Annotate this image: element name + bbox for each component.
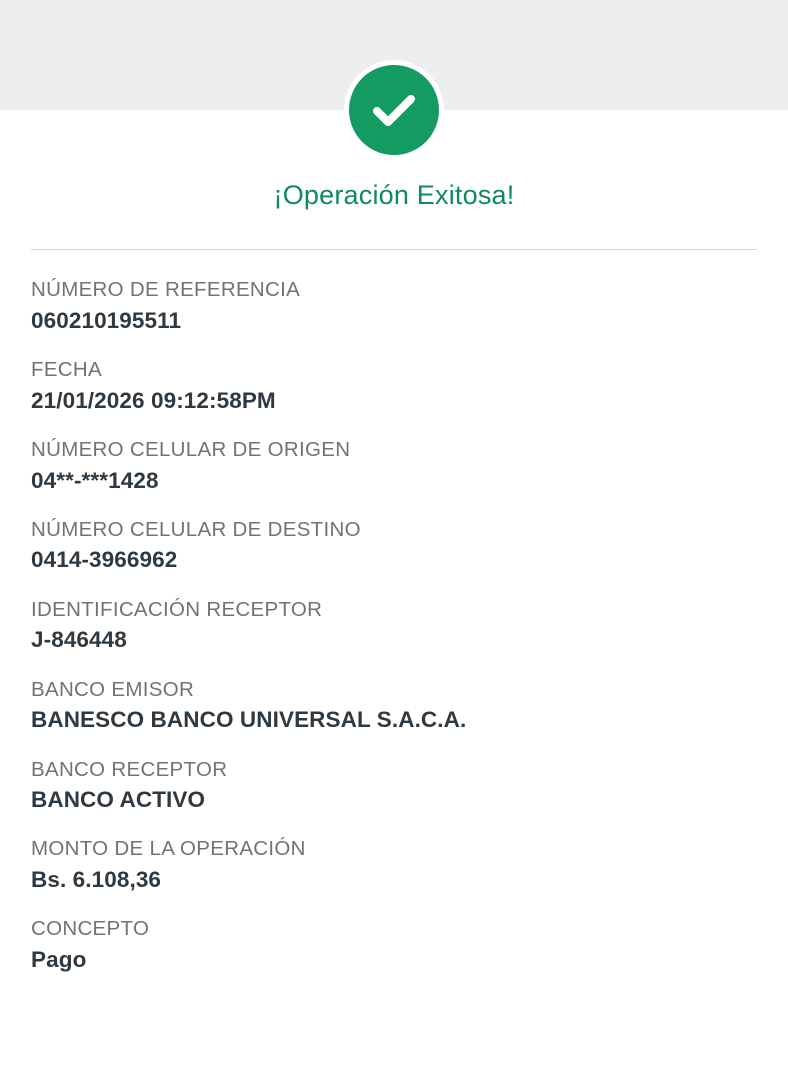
field-label: NÚMERO CELULAR DE DESTINO (31, 517, 361, 541)
field-value: 21/01/2026 09:12:58PM (31, 387, 276, 413)
field-receiver-id (31, 596, 757, 655)
field-label: CONCEPTO (31, 917, 150, 941)
field-value: BANCO ACTIVO (31, 787, 206, 813)
page-title: ¡Operación Exitosa! (273, 180, 515, 210)
field-label: NÚMERO DE REFERENCIA (31, 278, 301, 301)
field-origin-phone (31, 436, 757, 495)
field-reference-number (31, 276, 757, 335)
field-label: MONTO DE LA OPERACIÓN (31, 837, 306, 861)
receipt-fields (0, 276, 788, 974)
field-value: J-846448 (31, 627, 127, 653)
field-concept (31, 915, 757, 974)
field-issuing-bank (31, 676, 757, 735)
field-value: 04**-***1428 (31, 467, 159, 493)
field-destination-phone (31, 516, 757, 575)
field-label: NÚMERO CELULAR DE ORIGEN (31, 437, 351, 461)
field-value: 060210195511 (31, 307, 182, 333)
success-badge-container (0, 60, 788, 164)
field-value: 0414-3966962 (31, 547, 178, 573)
field-receiving-bank (31, 756, 757, 815)
field-label: BANCO RECEPTOR (31, 757, 228, 781)
check-circle-icon (344, 60, 444, 160)
field-label: IDENTIFICACIÓN RECEPTOR (31, 597, 323, 621)
field-amount (31, 835, 757, 894)
field-value: Pago (31, 947, 87, 973)
field-value: BANESCO BANCO UNIVERSAL S.A.C.A. (31, 707, 467, 733)
field-label: BANCO EMISOR (31, 677, 195, 701)
divider (31, 249, 757, 250)
field-value: Bs. 6.108,36 (31, 867, 162, 893)
field-date (31, 356, 757, 415)
field-label: FECHA (31, 357, 102, 381)
